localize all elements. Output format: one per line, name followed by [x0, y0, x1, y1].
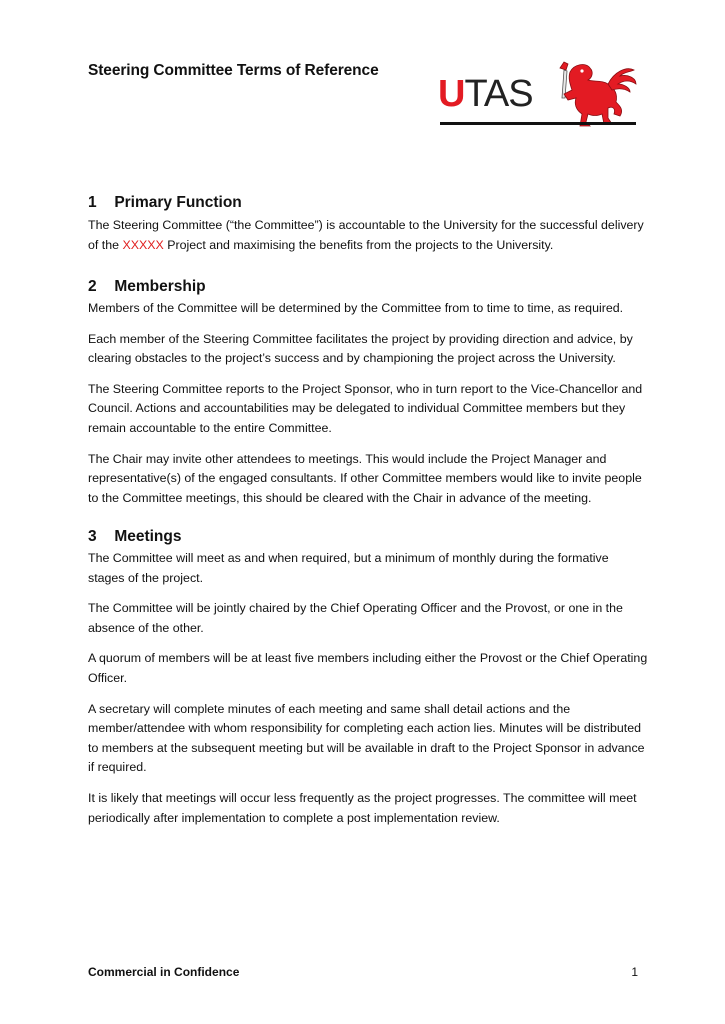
section-membership — [88, 276, 648, 508]
section-heading: 1 Primary Function — [88, 194, 242, 211]
page-number: 1 — [631, 965, 638, 979]
section-primary-function — [88, 192, 648, 255]
confidentiality-label: Commercial in Confidence — [88, 965, 240, 979]
utas-logo — [436, 58, 638, 134]
section-meetings — [88, 526, 648, 828]
section-paragraph: The Committee will meet as and when required, but a minimum of monthly during the formative stages of the project. — [88, 551, 609, 585]
section-paragraph: A quorum of members will be at least five members including either the Provost or the Chief Operating Officer. — [88, 651, 648, 685]
section-paragraph: The Steering Committee reports to the Project Sponsor, who in turn report to the Vice-Chancellor and Council. Actions and accountabilities may be delegated to individual Committee members but they remain accountable to the entire Committee. — [88, 381, 643, 435]
logo-underline — [440, 122, 636, 125]
section-paragraph: The Committee will be jointly chaired by the Chief Operating Officer and the Provost, or one in the absence of the other. — [88, 601, 623, 635]
document-title: Steering Committee Terms of Reference — [88, 62, 379, 79]
page-footer — [88, 965, 638, 979]
section-paragraph: Each member of the Steering Committee facilitates the project by providing direction and advice, by clearing obstacles to the project’s success and by championing the project across the University. — [88, 331, 633, 366]
section-paragraph: The Steering Committee (“the Committee”) is accountable to the University for the successful delivery of the XXXXX Project and maximising the benefits from the projects to the University. — [88, 218, 644, 252]
project-name-placeholder: XXXXX — [122, 237, 164, 252]
section-heading: 3 Meetings — [88, 528, 182, 545]
section-paragraph: Members of the Committee will be determined by the Committee from to time to time, as required. — [88, 301, 624, 315]
section-heading: 2 Membership — [88, 278, 206, 295]
section-paragraph: It is likely that meetings will occur less frequently as the project progresses. The committee will meet periodically after implementation to complete a post implementation review. — [88, 790, 637, 825]
section-paragraph: A secretary will complete minutes of each meeting and same shall detail actions and the member/attendee with whom responsibility for completing each action lies. Minutes will be distributed to members at the subsequent meeting but will be available in draft to the Project Sponsor in advance if required. — [88, 701, 645, 775]
logo-wordmark: UTAS — [438, 73, 533, 115]
section-paragraph: The Chair may invite other attendees to meetings. This would include the Project Manager and representative(s) of the engaged consultants. If other Committee members would like to invite people to the Committee meetings, this should be cleared with the Chair in advance of the meeting. — [88, 451, 642, 505]
tasmanian-lion-icon — [554, 58, 638, 130]
